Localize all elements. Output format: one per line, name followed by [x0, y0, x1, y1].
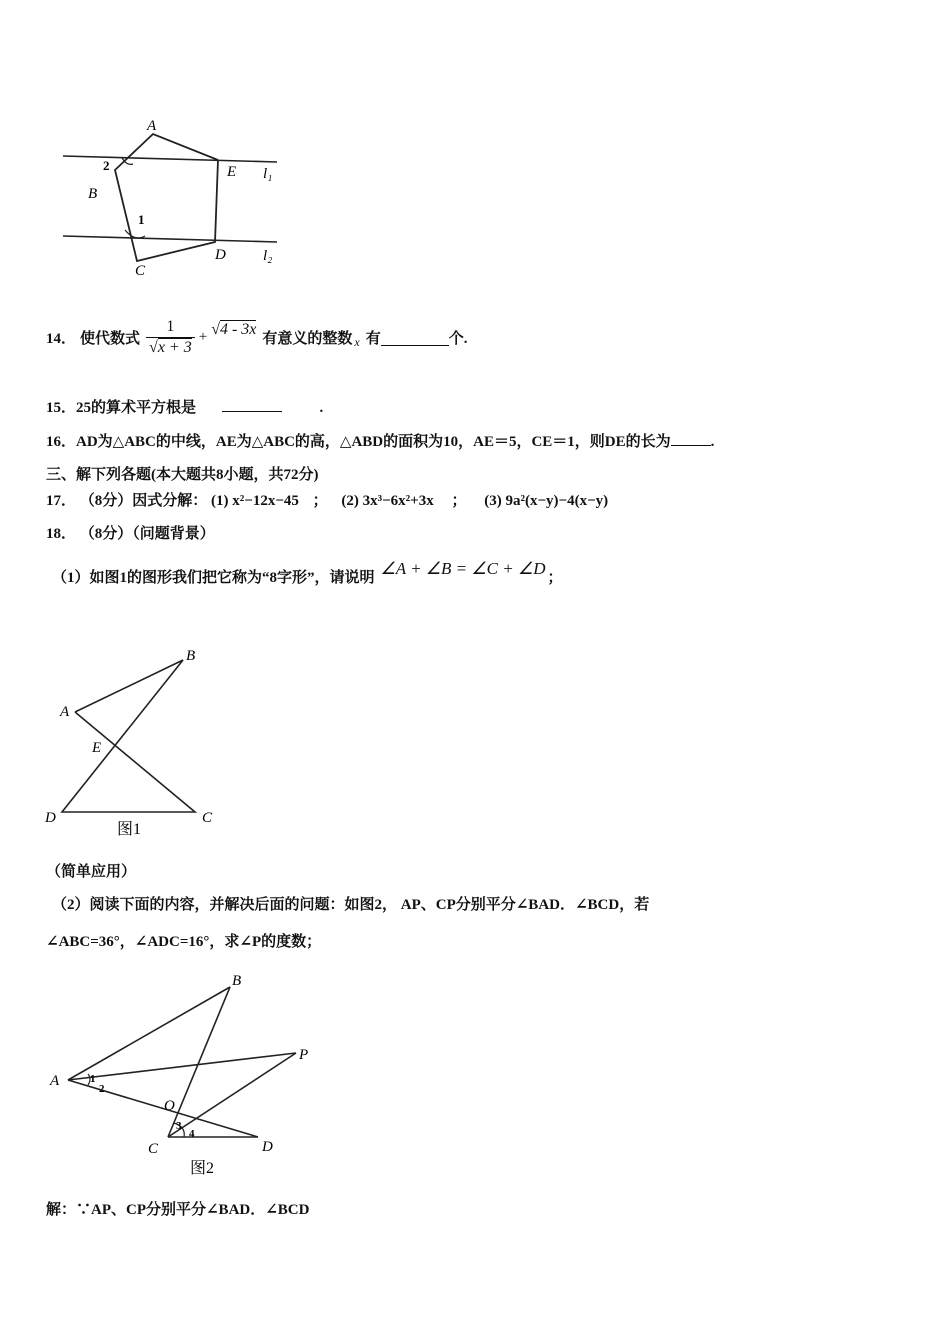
q14-prefix: 使代数式 [80, 330, 141, 347]
fig1-label-D: D [45, 810, 56, 826]
fig-top-label-B: B [88, 186, 98, 202]
q18-part2-line1: （2）阅读下面的内容，并解决后面的问题：如图2， AP、CP分别平分∠BAD．∠BCD，若 [52, 897, 650, 913]
q14-suffix2: 有 [365, 330, 381, 347]
fig-top-label-D: D [215, 247, 226, 263]
q14-answer-blank[interactable] [381, 329, 449, 346]
q18-number: 18． [46, 526, 77, 542]
q17-sep2: ； [451, 493, 467, 509]
fig2-caption: 图2 [190, 1160, 215, 1177]
q14-fraction [146, 317, 195, 358]
q16-end: . [710, 434, 715, 450]
q14-suffix1: 有意义的整数 [262, 330, 353, 347]
fig2-label-C: C [148, 1141, 159, 1157]
fig1-label-B: B [186, 648, 196, 664]
section-3-title: 三、解下列各题(本大题共8小题，共72分) [46, 467, 319, 483]
fig-top-label-A: A [147, 118, 157, 134]
q18-part2-line2: ∠ABC=36°，∠ADC=16°，求∠P的度数； [46, 934, 322, 950]
q18-part1-text: （1）如图1的图形我们把它称为“8字形”，请说明 [52, 569, 375, 586]
q14-frac-numerator: 1 [166, 317, 175, 335]
q17-part1: (1) x²−12x−45 [211, 493, 299, 509]
fig1-label-C: C [202, 810, 213, 826]
q18-part1-end: ； [547, 569, 563, 586]
angle-1-arc [125, 230, 145, 238]
fig1-label-E: E [92, 740, 102, 756]
fig-top-label-2: 2 [103, 158, 110, 173]
q14-var: x [354, 334, 360, 349]
question-18-header [46, 522, 215, 543]
q18-header: （8分）（问题背景） [79, 526, 215, 542]
q14-end: 个. [448, 330, 468, 347]
q16-number: 16． [46, 434, 77, 450]
fig2-label-B: B [232, 973, 242, 989]
fig1-caption: 图1 [117, 821, 142, 838]
figure-2 [44, 965, 324, 1180]
q16-answer-blank[interactable] [671, 431, 711, 446]
q18-solution: 解：∵AP、CP分别平分∠BAD．∠BCD [46, 1202, 310, 1218]
q17-number: 17． [46, 493, 77, 509]
question-16 [46, 430, 714, 451]
fig2-angle-3: 3 [176, 1120, 182, 1132]
line-l2 [63, 236, 277, 242]
fig-top-label-C: C [135, 263, 146, 278]
q14-sqrt: √4 - 3x [211, 321, 257, 338]
q16-text: AD为△ABC的中线，AE为△ABC的高，△ABD的面积为10，AE＝5，CE＝1，则DE的长为 [76, 434, 671, 450]
figure-1-eight-shape [40, 644, 230, 844]
q18-part1-math: ∠A + ∠B = ∠C + ∠D [380, 559, 546, 578]
question-14 [46, 312, 468, 362]
line-l1 [63, 156, 277, 162]
fig1-label-A: A [60, 704, 70, 720]
q17-sep1: ； [312, 493, 328, 509]
fig1-shape [62, 660, 195, 812]
fig-top-label-E: E [227, 164, 237, 180]
fig2-label-P: P [299, 1047, 309, 1063]
question-17 [46, 489, 608, 510]
q14-frac-denominator: √x + 3 [146, 337, 195, 358]
q14-number: 14． [46, 330, 77, 347]
q15-answer-blank[interactable] [222, 397, 282, 412]
question-15 [46, 396, 323, 417]
q14-plus: + [198, 328, 208, 345]
fig2-label-O: O [164, 1098, 175, 1114]
q17-part2: (2) 3x³−6x²+3x [341, 493, 434, 509]
figure-parallel-lines-pentagon [55, 118, 285, 278]
fig-top-label-l1: l₁ [263, 166, 273, 182]
fig2-label-D: D [262, 1139, 273, 1155]
fig-top-label-1: 1 [138, 212, 145, 227]
q15-number: 15． [46, 400, 77, 416]
fig2-label-A: A [50, 1073, 60, 1089]
fig2-angle-2: 2 [99, 1083, 105, 1095]
fig2-angle-1: 1 [90, 1073, 96, 1085]
q15-end: . [319, 400, 324, 416]
q18-simple-application: （简单应用） [46, 864, 137, 880]
pentagon-shape [115, 134, 218, 261]
q18-part1 [52, 556, 562, 596]
q15-text: 25的算术平方根是 [76, 400, 197, 416]
fig2-angle-4: 4 [189, 1128, 195, 1140]
fig-top-label-l2: l₂ [263, 248, 273, 264]
fig2-line-AD [68, 1080, 258, 1137]
q17-part3: (3) 9a²(x−y)−4(x−y) [484, 493, 609, 509]
fig2-line-AB [68, 987, 230, 1080]
q17-score: （8分）因式分解： [79, 493, 208, 509]
